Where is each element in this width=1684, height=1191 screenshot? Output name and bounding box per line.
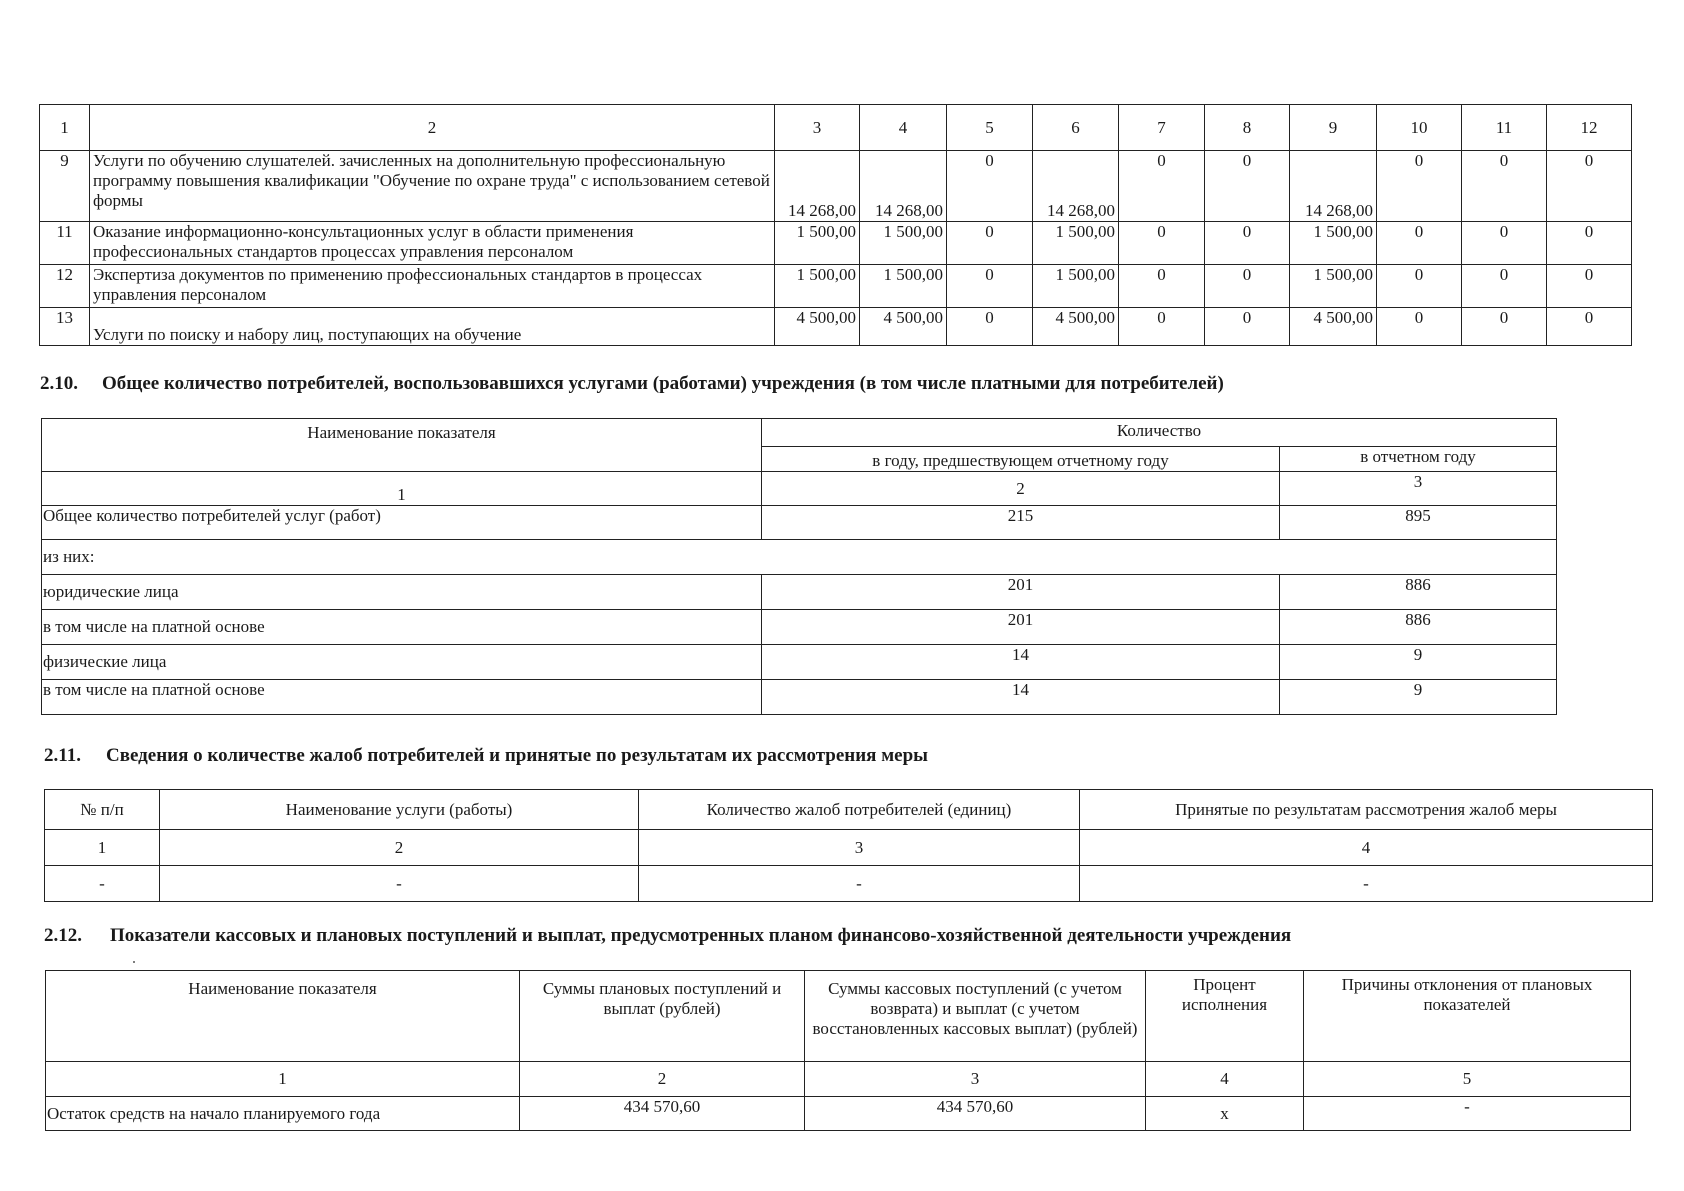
col-cash-sums: Суммы кассовых поступлений (с учетом возврата) и выплат (с учетом восстановленных кассовых выплат) (рублей) — [805, 971, 1146, 1062]
indicator-label: физические лица — [42, 645, 762, 680]
col-index: 1 — [46, 1062, 520, 1097]
col-complaints-count: Количество жалоб потребителей (единиц) — [639, 790, 1080, 830]
cell-value: 0 — [1462, 308, 1547, 346]
execution-percent: x — [1146, 1097, 1304, 1131]
col-planned-sums: Суммы плановых поступлений и выплат (рублей) — [520, 971, 805, 1062]
section-title: Общее количество потребителей, воспользовавшихся услугами (работами) учреждения (в том числе платными для потребителей) — [102, 373, 1224, 394]
service-name: Оказание информационно-консультационных услуг в области применения профессиональных стандартов процессах управления персоналом — [90, 222, 775, 265]
cell-value: - — [45, 866, 160, 902]
cash-sum: 434 570,60 — [805, 1097, 1146, 1131]
table-row — [40, 222, 1632, 265]
reporting-year-value: 9 — [1280, 680, 1557, 715]
cell-value: 0 — [1377, 308, 1462, 346]
indicator-label: в том числе на платной основе — [42, 610, 762, 645]
cell-value: 1 500,00 — [775, 222, 860, 265]
services-table — [39, 104, 1632, 346]
col-index: 6 — [1033, 105, 1119, 151]
cell-value: 1 500,00 — [860, 265, 947, 308]
cell-value: - — [639, 866, 1080, 902]
col-index: 2 — [160, 830, 639, 866]
cell-value: 4 500,00 — [860, 308, 947, 346]
service-name: Услуги по обучению слушателей. зачисленных на дополнительную профессиональную программу повышения квалификации "Обучение по охране труда" с использованием сетевой формы — [90, 151, 775, 222]
col-previous-year: в году, предшествующем отчетному году — [762, 447, 1280, 472]
col-indicator-name: Наименование показателя — [42, 419, 762, 472]
section-number: 2.11. — [44, 745, 81, 766]
cell-value: 0 — [1205, 222, 1290, 265]
cell-value: 4 500,00 — [1033, 308, 1119, 346]
col-index: 3 — [805, 1062, 1146, 1097]
cell-value: 1 500,00 — [1033, 222, 1119, 265]
col-service-name: Наименование услуги (работы) — [160, 790, 639, 830]
col-execution-percent: Процент исполнения — [1146, 971, 1304, 1062]
service-name: Услуги по поиску и набору лиц, поступающих на обучение — [90, 308, 775, 346]
cash-plan-table — [45, 970, 1631, 1131]
cell-value: 14 268,00 — [775, 151, 860, 222]
cell-value: 14 268,00 — [860, 151, 947, 222]
section-number: 2.10. — [40, 373, 78, 394]
service-name: Экспертиза документов по применению профессиональных стандартов в процессах управления персоналом — [90, 265, 775, 308]
col-index: 4 — [1080, 830, 1653, 866]
planned-sum: 434 570,60 — [520, 1097, 805, 1131]
table-row — [40, 151, 1632, 222]
table-row — [40, 308, 1632, 346]
col-index: 11 — [1462, 105, 1547, 151]
col-index: 9 — [1290, 105, 1377, 151]
table-row — [42, 540, 1557, 575]
previous-year-value: 215 — [762, 506, 1280, 540]
cell-value: 0 — [1119, 265, 1205, 308]
col-index: 12 — [1547, 105, 1632, 151]
row-number: 13 — [40, 308, 90, 346]
cell-value: 0 — [1119, 151, 1205, 222]
col-reporting-year: в отчетном году — [1280, 447, 1557, 472]
indicator-label: юридические лица — [42, 575, 762, 610]
cell-value: 0 — [1547, 151, 1632, 222]
previous-year-value: 14 — [762, 680, 1280, 715]
table-row — [42, 575, 1557, 610]
complaints-table — [44, 789, 1653, 902]
section-heading-2-11 — [44, 745, 928, 767]
col-quantity: Количество — [762, 419, 1557, 447]
col-index: 2 — [762, 472, 1280, 506]
col-deviation-reasons: Причины отклонения от плановых показателей — [1304, 971, 1631, 1062]
cell-value: 0 — [1462, 151, 1547, 222]
cell-value: 4 500,00 — [1290, 308, 1377, 346]
col-index: 2 — [520, 1062, 805, 1097]
cell-value: 1 500,00 — [1290, 265, 1377, 308]
col-index: 5 — [1304, 1062, 1631, 1097]
row-number: 9 — [40, 151, 90, 222]
row-number: 12 — [40, 265, 90, 308]
of-them-label: из них: — [42, 540, 1557, 575]
cell-value: 0 — [947, 151, 1033, 222]
col-index: 3 — [639, 830, 1080, 866]
cell-value: 0 — [1377, 151, 1462, 222]
cell-value: 0 — [1377, 265, 1462, 308]
cell-value: 0 — [947, 308, 1033, 346]
cell-value: 0 — [947, 222, 1033, 265]
section-title: Сведения о количестве жалоб потребителей и принятые по результатам их рассмотрения меры — [106, 745, 928, 766]
cell-value: 0 — [1205, 308, 1290, 346]
row-number: 11 — [40, 222, 90, 265]
col-index: 5 — [947, 105, 1033, 151]
section-heading-2-10 — [40, 373, 1224, 395]
cell-value: 0 — [1205, 265, 1290, 308]
section-number: 2.12. — [44, 925, 82, 946]
cell-value: 1 500,00 — [1033, 265, 1119, 308]
cell-value: 0 — [1547, 308, 1632, 346]
col-measures: Принятые по результатам рассмотрения жалоб меры — [1080, 790, 1653, 830]
cell-value: 1 500,00 — [860, 222, 947, 265]
col-index: 2 — [90, 105, 775, 151]
cell-value: 0 — [1462, 265, 1547, 308]
cell-value: 0 — [1547, 222, 1632, 265]
cell-value: 0 — [1377, 222, 1462, 265]
indicator-label: в том числе на платной основе — [42, 680, 762, 715]
cell-value: 0 — [1119, 222, 1205, 265]
col-index: 7 — [1119, 105, 1205, 151]
cell-value: 4 500,00 — [775, 308, 860, 346]
table-row — [40, 265, 1632, 308]
section-heading-2-12 — [44, 925, 1291, 947]
col-index: 4 — [1146, 1062, 1304, 1097]
col-index: 1 — [42, 472, 762, 506]
deviation-reason: - — [1304, 1097, 1631, 1131]
table-row — [42, 645, 1557, 680]
cell-value: 14 268,00 — [1033, 151, 1119, 222]
indicator-label: Остаток средств на начало планируемого года — [46, 1097, 520, 1131]
cell-value: 0 — [1547, 265, 1632, 308]
col-indicator-name: Наименование показателя — [46, 971, 520, 1062]
table-row — [42, 680, 1557, 715]
cell-value: 1 500,00 — [775, 265, 860, 308]
cell-value: 0 — [1119, 308, 1205, 346]
col-index: 1 — [40, 105, 90, 151]
table-row — [42, 610, 1557, 645]
table-row — [45, 866, 1653, 902]
col-number: № п/п — [45, 790, 160, 830]
col-index: 8 — [1205, 105, 1290, 151]
col-index: 3 — [775, 105, 860, 151]
cell-value: 1 500,00 — [1290, 222, 1377, 265]
previous-year-value: 14 — [762, 645, 1280, 680]
reporting-year-value: 9 — [1280, 645, 1557, 680]
consumers-table — [41, 418, 1557, 715]
reporting-year-value: 886 — [1280, 575, 1557, 610]
cell-value: 0 — [947, 265, 1033, 308]
cell-value: 14 268,00 — [1290, 151, 1377, 222]
table-row — [42, 506, 1557, 540]
previous-year-value: 201 — [762, 575, 1280, 610]
indicator-label: Общее количество потребителей услуг (работ) — [42, 506, 762, 540]
col-index: 10 — [1377, 105, 1462, 151]
cell-value: 0 — [1462, 222, 1547, 265]
cell-value: - — [160, 866, 639, 902]
col-index: 1 — [45, 830, 160, 866]
reporting-year-value: 895 — [1280, 506, 1557, 540]
reporting-year-value: 886 — [1280, 610, 1557, 645]
table-row — [46, 1097, 1631, 1131]
services-header-row — [40, 105, 1632, 151]
col-index: 4 — [860, 105, 947, 151]
cell-value: - — [1080, 866, 1653, 902]
cell-value: 0 — [1205, 151, 1290, 222]
section-title: Показатели кассовых и плановых поступлений и выплат, предусмотренных планом финансово-хозяйственной деятельности учреждения — [110, 925, 1292, 946]
previous-year-value: 201 — [762, 610, 1280, 645]
col-index: 3 — [1280, 472, 1557, 506]
scan-speck — [133, 961, 135, 963]
